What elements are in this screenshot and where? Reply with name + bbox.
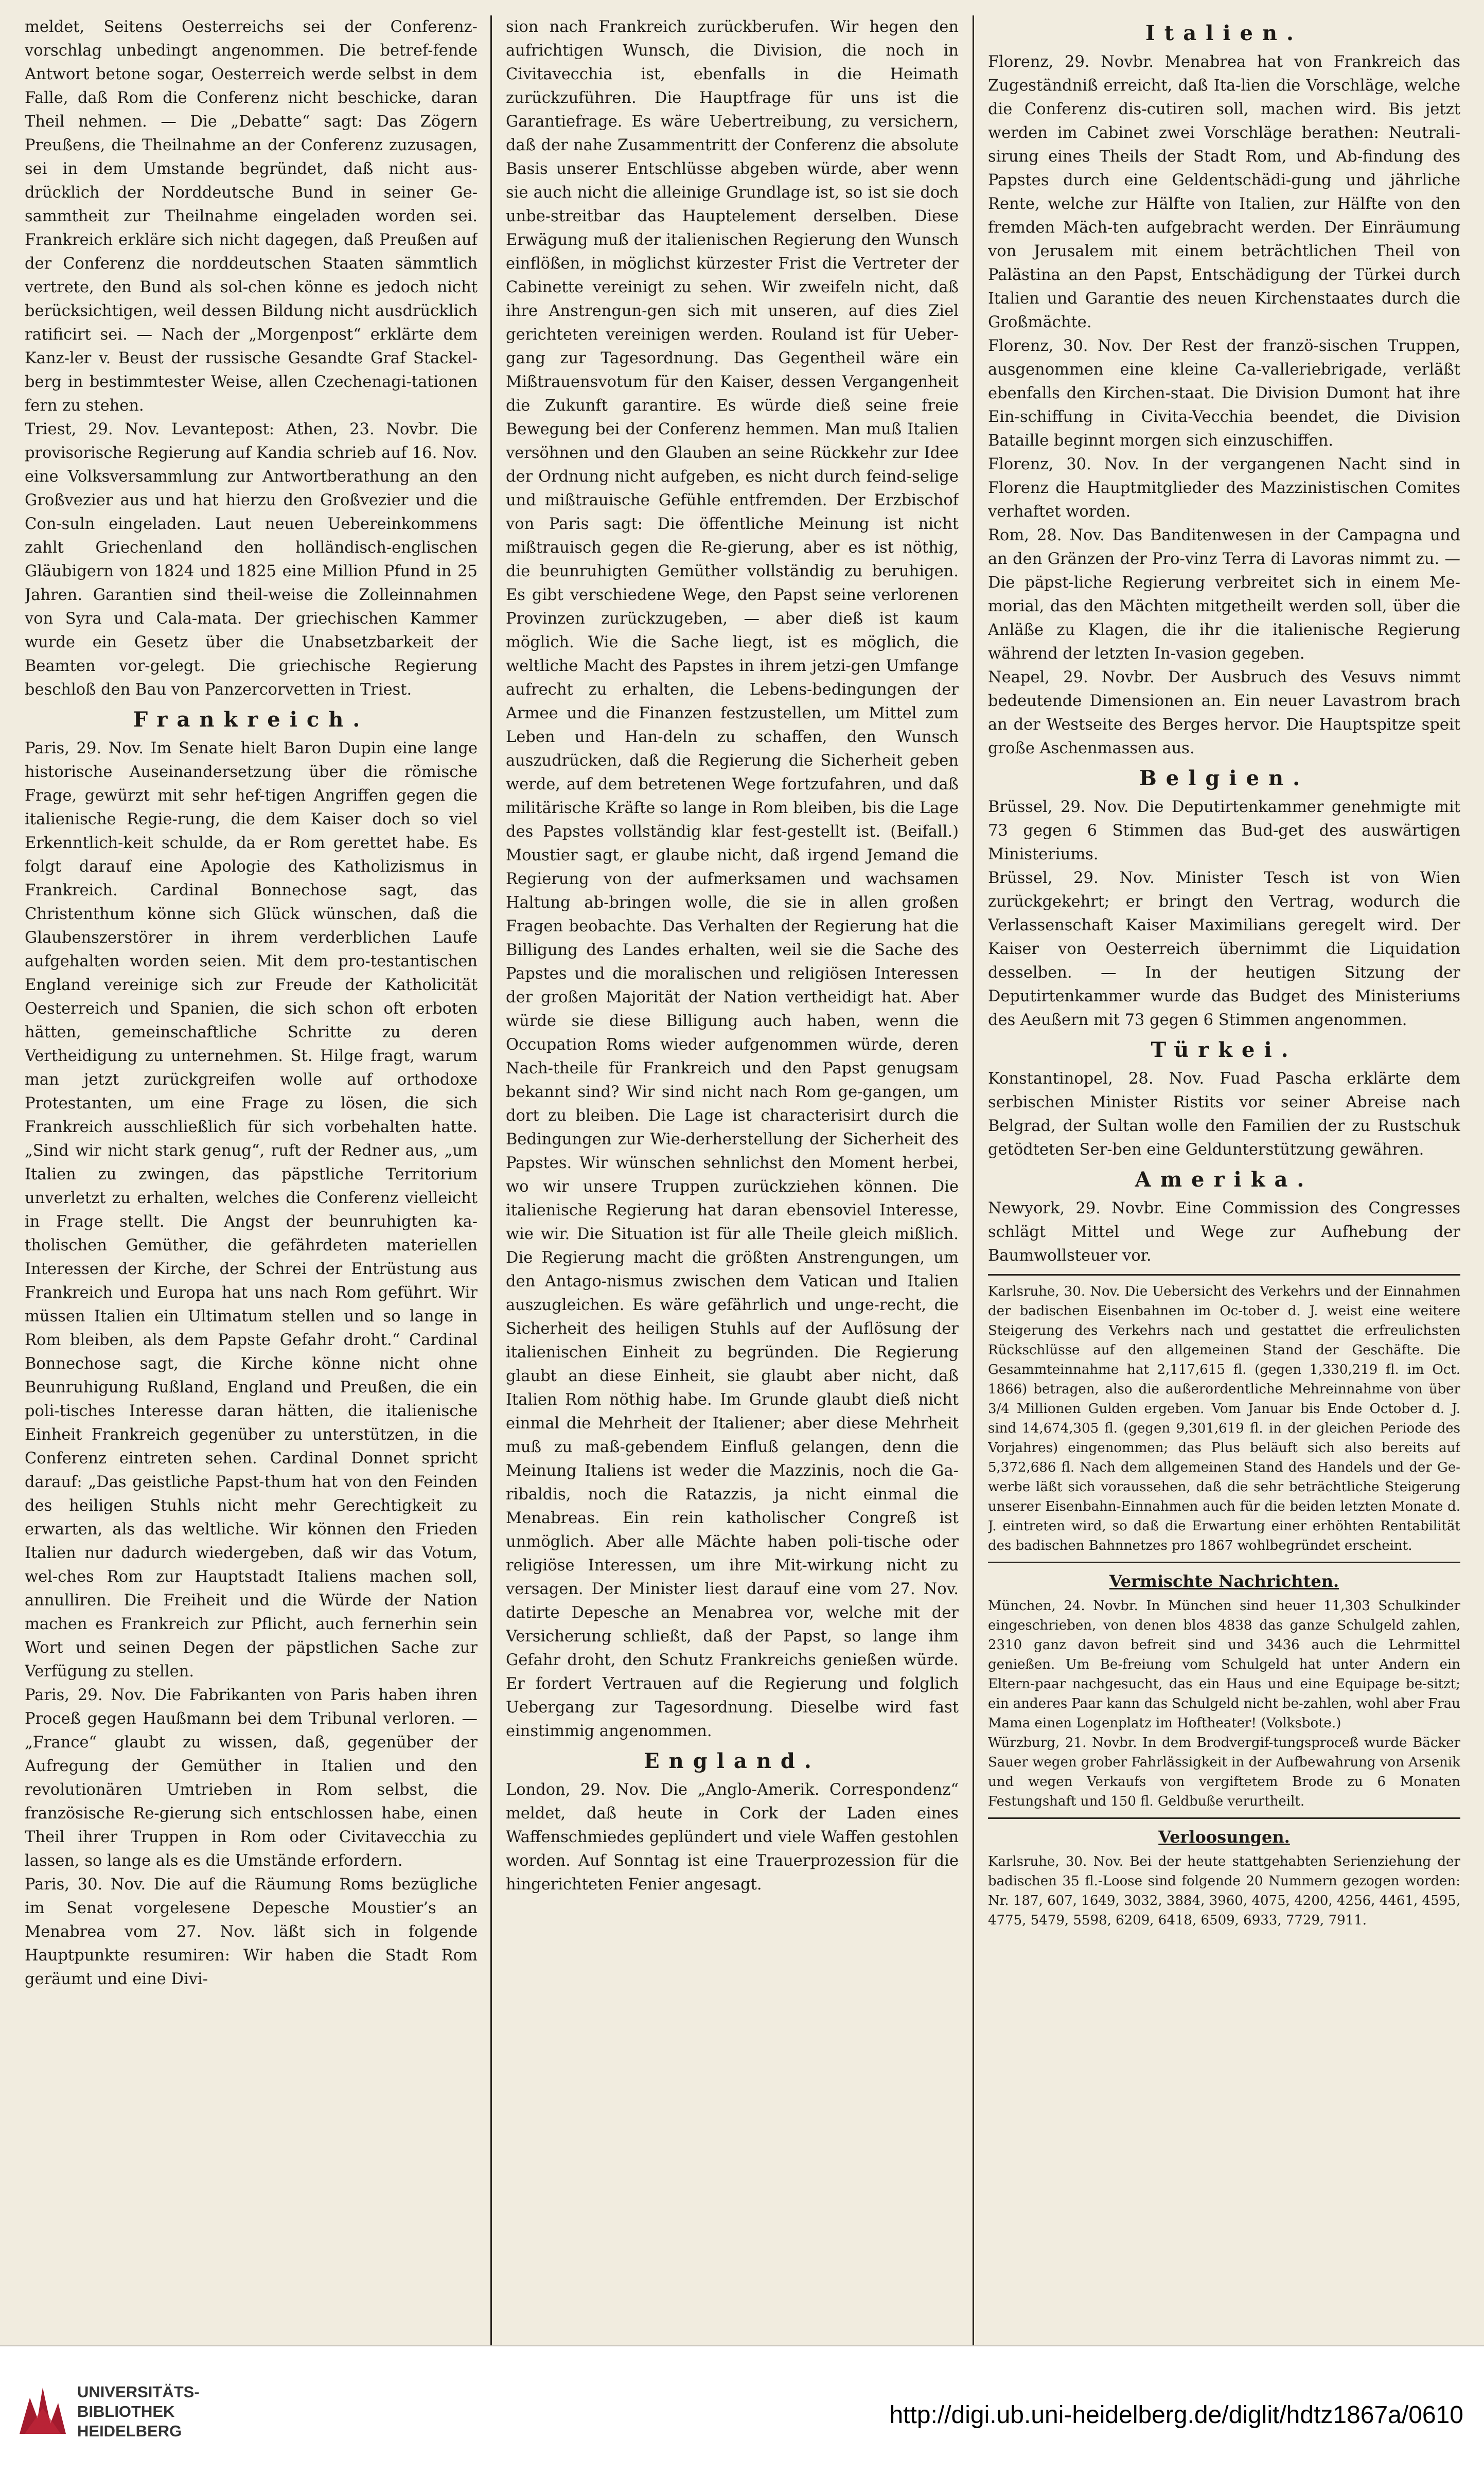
source-url[interactable]: http://digi.ub.uni-heidelberg.de/diglit/hdtz1867a/0610 <box>889 2401 1463 2429</box>
article-paragraph: meldet, Seitens Oesterreichs sei der Conferenz-vorschlag unbedingt angenommen. Die betref-fende Antwort betone sogar, Oesterreich werde selbst in dem Falle, daß Rom die Conferenz nicht beschicke, daran Theil nehmen. — Die „Debatte“ sagt: Das Zögern Preußens, die Theilnahme an der Conferenz zuzusagen, sei in dem Umstande begründet, daß nicht aus-drücklich der Norddeutsche Bund in seiner Ge-sammtheit zur Theilnahme eingeladen worden sei. Frankreich erkläre sich nicht dagegen, daß Preußen auf der Conferenz die norddeutschen Staaten sämmtlich vertrete, den Bund als sol-chen könne es jedoch nicht berücksichtigen, weil dessen Bildung nicht ausdrücklich ratificirt sei. — Nach der „Morgenpost“ erklärte dem Kanz-ler v. Beust der russische Gesandte Graf Stackel-berg in bestimmtester Weise, allen Czechenagi-tationen fern zu stehen. <box>25 18 478 415</box>
article-paragraph: Neapel, 29. Novbr. Der Ausbruch des Vesuvs nimmt bedeutende Dimensionen an. Ein neuer Lavastrom brach an der Westseite des Berges hervor. Die Hauptspitze speit große Aschenmassen aus. <box>988 668 1460 757</box>
section-heading-england: England. <box>644 1749 821 1773</box>
article-paragraph: Würzburg, 21. Novbr. In dem Brodvergif-tungsproceß wurde Bäcker Sauer wegen grober Fahrlässigkeit in der Aufbewahrung von Arsenik und wegen Verkaufs von vergiftetem Brode zu 6 Monaten Festungshaft und 150 fl. Geldbuße verurtheilt. <box>988 1735 1460 1809</box>
divider <box>988 1562 1460 1563</box>
section-heading-vermischte: Vermischte Nachrichten. <box>1109 1571 1339 1591</box>
section-heading-amerika: Amerika. <box>1135 1168 1314 1192</box>
article-paragraph: Paris, 30. Nov. Die auf die Räumung Roms bezügliche im Senat vorgelesene Depesche Moustier’s an Menabrea vom 27. Nov. läßt sich in folgende Hauptpunkte resumiren: Wir haben die Stadt Rom geräumt und eine Divi- <box>25 1876 478 1988</box>
column-rule <box>490 15 492 2346</box>
column-1 <box>25 15 478 2346</box>
section-heading-belgien: Belgien. <box>1139 766 1310 790</box>
column-rule <box>973 15 974 2346</box>
article-paragraph: Florenz, 30. Nov. In der vergangenen Nacht sind in Florenz die Hauptmitglieder des Mazzinistischen Comites verhaftet worden. <box>988 455 1460 521</box>
article-paragraph: Newyork, 29. Novbr. Eine Commission des Congresses schlägt Mittel und Wege zur Aufhebung der Baumwollsteuer vor. <box>988 1199 1460 1265</box>
article-paragraph: Triest, 29. Nov. Levantepost: Athen, 23. Novbr. Die provisorische Regierung auf Kandia schrieb auf 16. Nov. eine Volksversammlung zur Antwortberathung an den Großvezier aus und hat hierzu den Großvezier und die Con-suln eingeladen. Laut neuen Uebereinkommens zahlt Griechenland den holländisch-englischen Gläubigern von 1824 und 1825 eine Million Pfund in 25 Jahren. Garantien sind theil-weise die Zolleinnahmen von Syra und Cala-mata. Der griechischen Kammer wurde ein Gesetz über die Unabsetzbarkeit der Beamten vor-gelegt. Die griechische Regierung beschloß den Bau von Panzercorvetten in Triest. <box>25 420 478 699</box>
column-2 <box>506 15 959 2346</box>
article-paragraph: Paris, 29. Nov. Im Senate hielt Baron Dupin eine lange historische Auseinandersetzung über die römische Frage, gewürzt mit sehr hef-tigen Angriffen gegen die italienische Regie-rung, die dem Kaiser doch so viel Erkenntlich-keit schulde, da er Rom gerettet habe. Es folgt darauf eine Apologie des Katholizismus in Frankreich. Cardinal Bonnechose sagt, das Christenthum könne sich Glück wünschen, daß die Glaubenszerstörer in ihrem verderblichen Laufe aufgehalten worden seien. Mit dem pro-testantischen England vereinige sich zur Freude der Katholicität Oesterreich und Spanien, die sich schon oft erboten hätten, gemeinschaftliche Schritte zu deren Vertheidigung zu unternehmen. St. Hilge fragt, warum man jetzt zurückgreifen wolle auf orthodoxe Protestanten, um eine Frage zu lösen, die sich Frankreich ausschließlich für sich vorbehalten hatte. „Sind wir nicht stark genug“, ruft der Redner aus, „um Italien zu zwingen, das päpstliche Territorium unverletzt zu erhalten, welches die Conferenz vielleicht in Frage stellt. Die Angst der beunruhigten ka-tholischen Gemüther, die gefährdeten materiellen Interessen der Kirche, der Schrei der Entrüstung aus Frankreich und Europa hat uns nach Rom geführt. Wir müssen Italien ein Ultimatum stellen und so lange in Rom bleiben, als dem Papste Gefahr droht.“ Cardinal Bonnechose sagt, die Kirche könne nicht ohne Beunruhigung Rußland, England und Preußen, die ein poli-tisches Interesse daran hätten, die italienische Einheit Frankreich gegenüber zu unterstützen, in die Conferenz eintreten sehen. Cardinal Donnet spricht darauf: „Das geistliche Papst-thum hat von den Feinden des heiligen Stuhls nicht mehr Gerechtigkeit zu erwarten, als das weltliche. Wir können den Frieden Italien nur dadurch wiedergeben, daß wir das Votum, wel-ches Rom zur Hauptstadt Italiens machen soll, annulliren. Die Freiheit und die Würde der Nation machen es Frankreich zur Pflicht, auch fernerhin sein Wort und seinen Degen der päpstlichen Sache zur Verfügung zu stellen. <box>25 739 478 1681</box>
section-heading-italien: Italien. <box>1145 21 1303 45</box>
divider <box>988 1274 1460 1276</box>
article-paragraph: München, 24. Novbr. In München sind heuer 11,303 Schulkinder eingeschrieben, von denen blos 4838 das ganze Schulgeld zahlen, 2310 ganz davon befreit sind und 3436 auch die Lehrmittel genießen. Um Be-freiung vom Schulgeld hat unter Andern ein Eltern-paar nachgesucht, das ein Haus und eine Equipage be-sitzt; ein anderes Paar kann das Schulgeld nicht be-zahlen, wohl aber Frau Mama einen Logenplatz im Hoftheater! (Volksbote.) <box>988 1598 1460 1731</box>
section-heading-verloosungen: Verloosungen. <box>1158 1827 1290 1847</box>
section-heading-frankreich: Frankreich. <box>133 708 369 732</box>
article-paragraph: Rom, 28. Nov. Das Banditenwesen in der Campagna und an den Gränzen der Pro-vinz Terra di Lavoras nimmt zu. — Die päpst-liche Regierung verbreitet sich in einem Me-morial, das den Mächten mitgetheilt werden soll, über die Anläße zu Klagen, die ihr die italienische Regierung während der letzten In-vasion gegeben. <box>988 526 1460 663</box>
newspaper-page <box>25 15 1460 2346</box>
article-paragraph: Florenz, 29. Novbr. Menabrea hat von Frankreich das Zugeständniß erreicht, daß Ita-lien die Vorschläge, welche die Conferenz dis-cutiren soll, machen wird. Bis jetzt werden im Cabinet zwei Vorschläge berathen: Neutrali-sirung eines Theils der Stadt Rom, und Ab-findung des Papstes durch eine Geldentschädi-gung und jährliche Rente, welche zur Hälfte von Italien, zur Hälfte von den fremden Mäch-ten aufgebracht werden. Der Einräumung von Jerusalem mit einem beträchtlichen Theil von Palästina an den Papst, Entschädigung der Türkei durch Italien und Garantie des neuen Kirchenstaates durch die Großmächte. <box>988 53 1460 331</box>
library-footer <box>0 2345 1484 2475</box>
article-paragraph: London, 29. Nov. Die „Anglo-Amerik. Correspondenz“ meldet, daß heute in Cork der Laden eines Waffenschmiedes geplündert und viele Waffen gestohlen worden. Auf Sonntag ist eine Trauerprozession für die hingerichteten Fenier angesagt. <box>506 1781 959 1894</box>
article-paragraph: Florenz, 30. Nov. Der Rest der franzö-sischen Truppen, ausgenommen eine kleine Ca-valleriebrigade, verläßt ebenfalls den Kirchen-staat. Die Division Dumont hat ihre Ein-schiffung in Civita-Vecchia beendet, die Division Bataille beginnt morgen sich einzuschiffen. <box>988 337 1460 450</box>
article-paragraph: Brüssel, 29. Nov. Die Deputirtenkammer genehmigte mit 73 gegen 6 Stimmen das Bud-get des auswärtigen Ministeriums. <box>988 798 1460 863</box>
section-heading-tuerkei: Türkei. <box>1151 1038 1298 1062</box>
library-name: UNIVERSITÄTS- BIBLIOTHEK HEIDELBERG <box>77 2383 200 2440</box>
article-paragraph: Paris, 29. Nov. Die Fabrikanten von Paris haben ihren Proceß gegen Haußmann bei dem Tribunal verloren. — „France“ glaubt zu wissen, daß, gegenüber der Aufregung der Gemüther in Italien und den revolutionären Umtrieben in Rom selbst, die französische Re-gierung sich entschlossen habe, einen Theil ihrer Truppen in Rom oder Civitavecchia zu lassen, so lange als es die Umstände erfordern. <box>25 1686 478 1870</box>
article-paragraph: Konstantinopel, 28. Nov. Fuad Pascha erklärte dem serbischen Minister Ristits vor seiner Abreise nach Belgrad, der Sultan wolle den Familien der zu Rustschuk getödteten Ser-ben eine Geldunterstützung gewähren. <box>988 1070 1460 1159</box>
column-3 <box>988 15 1460 2346</box>
article-paragraph: Brüssel, 29. Nov. Minister Tesch ist von Wien zurückgekehrt; er bringt den Vertrag, wodurch die Verlassenschaft Kaiser Maximilians geregelt wird. Der Kaiser von Oesterreich übernimmt die Liquidation desselben. — In der heutigen Sitzung der Deputirtenkammer wurde das Budget des Ministeriums des Aeußern mit 73 gegen 6 Stimmen angenommen. <box>988 869 1460 1029</box>
article-paragraph: Karlsruhe, 30. Nov. Bei der heute stattgehabten Serienziehung der badischen 35 fl.-Loose sind folgende 20 Nummern gezogen worden: Nr. 187, 607, 1649, 3032, 3884, 3960, 4075, 4200, 4256, 4461, 4595, 4775, 5479, 5598, 6209, 6418, 6509, 6933, 7729, 7911. <box>988 1854 1460 1928</box>
article-paragraph: sion nach Frankreich zurückberufen. Wir hegen den aufrichtigen Wunsch, die Division, die noch in Civitavecchia ist, ebenfalls in die Heimath zurückzuführen. Die Hauptfrage für uns ist die Garantiefrage. Es wäre Uebertreibung, zu versichern, daß der nahe Zusammentritt der Conferenz die absolute Basis unserer Entschlüsse abgeben würde, aber wenn sie auch nicht die alleinige Grundlage ist, so ist sie doch unbe-streitbar das Hauptelement derselben. Diese Erwägung muß der italienischen Regierung den Wunsch einflößen, in möglichst kürzester Frist die Vertreter der Cabinette vereinigt zu sehen. Wir zweifeln nicht, daß ihre Anstrengun-gen sich mit unseren, auf dies Ziel gerichteten vereinigen werden. Rouland ist für Ueber-gang zur Tagesordnung. Das Gegentheil wäre ein Mißtrauensvotum für den Kaiser, dessen Vergangenheit die Zukunft garantire. Es würde dieß seine freie Bewegung bei der Conferenz hemmen. Man muß Italien versöhnen und den Glauben an seine Rückkehr zur Idee der Ordnung nicht aufgeben, es nicht durch feind-selige und mißtrauische Gefühle entfremden. Der Erzbischof von Paris sagt: Die öffentliche Meinung ist nicht mißtrauisch gegen die Re-gierung, aber es ist nöthig, die beunruhigten Gemüther vollständig zu beruhigen. Es gibt verschiedene Wege, den Papst seine verlorenen Provinzen zurückzugeben, — aber dieß ist kaum möglich. Wie die Sache liegt, ist es möglich, die weltliche Macht des Papstes in ihrem jetzi-gen Umfange aufrecht zu erhalten, die Lebens-bedingungen der Armee und die Finanzen festzustellen, um Mittel zum Leben und Han-deln zu schaffen, den Wunsch auszudrücken, daß die Regierung die Sicherheit geben werde, auf dem betretenen Wege fortzufahren, und daß militärische Kräfte so lange in Rom bleiben, bis die Lage des Papstes vollständig klar fest-gestellt ist. (Beifall.) Moustier sagt, er glaube nicht, daß irgend Jemand die Regierung von der aufmerksamen und wachsamen Haltung ab-bringen wolle, die sie in allen großen Fragen beobachte. Das Verhalten der Regierung hat die Billigung des Landes erhalten, weil sie die Sache des Papstes und die moralischen und religiösen Interessen der großen Majorität der Nation vertheidigt hat. Aber würde sie diese Billigung auch haben, wenn die Occupation Roms wieder aufgenommen würde, deren Nach-theile für Frankreich und den Papst genugsam bekannt sind? Wir sind nicht nach Rom ge-gangen, um dort zu bleiben. Die Lage ist characterisirt durch die Bedingungen zur Wie-derherstellung der Sicherheit des Papstes. Wir wünschen sehnlichst den Moment herbei, wo wir unsere Truppen zurückziehen können. Die italienische Regierung hat daran ebensoviel Interesse, wie wir. Die Situation ist für alle Theile gleich mißlich. Die Regierung macht die größten Anstrengungen, um den Antago-nismus zwischen dem Vatican und Italien auszugleichen. Es wäre gefährlich und unge-recht, die Sicherheit des heiligen Stuhls auf der Auflösung der italienischen Einheit zu begründen. Die Regierung glaubt an diese Einheit, sie glaubt aber nicht, daß Italien Rom nöthig habe. Im Grunde glaubt dieß nicht einmal die Mehrheit der Italiener; aber diese Mehrheit muß zu maß-gebendem Einfluß gelangen, denn die Meinung Italiens ist weder die Mazzinis, noch die Ga-ribaldis, noch die Ratazzis, ja nicht einmal die Menabreas. Ein rein katholischer Congreß ist unmöglich. Aber alle Mächte haben poli-tische oder religiöse Interessen, um ihre Mit-wirkung nicht zu versagen. Der Minister liest darauf eine vom 27. Nov. datirte Depesche an Menabrea vor, welche mit der Versicherung schließt, daß der Papst, so lange ihm Gefahr droht, den Schutz Frankreichs genießen würde. Er fordert Vertrauen auf die Regierung und folglich Uebergang zur Tagesordnung. Dieselbe wird fast einstimmig angenommen. <box>506 18 959 1740</box>
divider <box>988 1817 1460 1819</box>
article-paragraph: Karlsruhe, 30. Nov. Die Uebersicht des Verkehrs und der Einnahmen der badischen Eisenbahnen im Oc-tober d. J. weist eine weitere Steigerung des Verkehrs nach und gestattet die erfreulichsten Rückschlüsse auf den allgemeinen Stand der Geschäfte. Die Gesammteinnahme hat 2,117,615 fl. (gegen 1,330,219 fl. im Oct. 1866) betragen, also die außerordentliche Mehreinnahme von über 3/4 Millionen Gulden ergeben. Vom Januar bis Ende October d. J. sind 14,674,305 fl. (gegen 9,301,619 fl. in der gleichen Periode des Vorjahres) eingenommen; das Plus beläuft sich also bereits auf 5,372,686 fl. Nach dem allgemeinen Stand des Handels und der Ge-werbe läßt sich voraussehen, daß die sehr beträchtliche Steigerung unserer Eisenbahn-Einnahmen auch für die beiden letzten Monate d. J. eintreten wird, so daß die Erwartung einer erhöhten Rentabilität des badischen Bahnnetzes pro 1867 wohlbegründet erscheint. <box>988 1284 1460 1553</box>
library-logo-icon <box>14 2377 71 2439</box>
